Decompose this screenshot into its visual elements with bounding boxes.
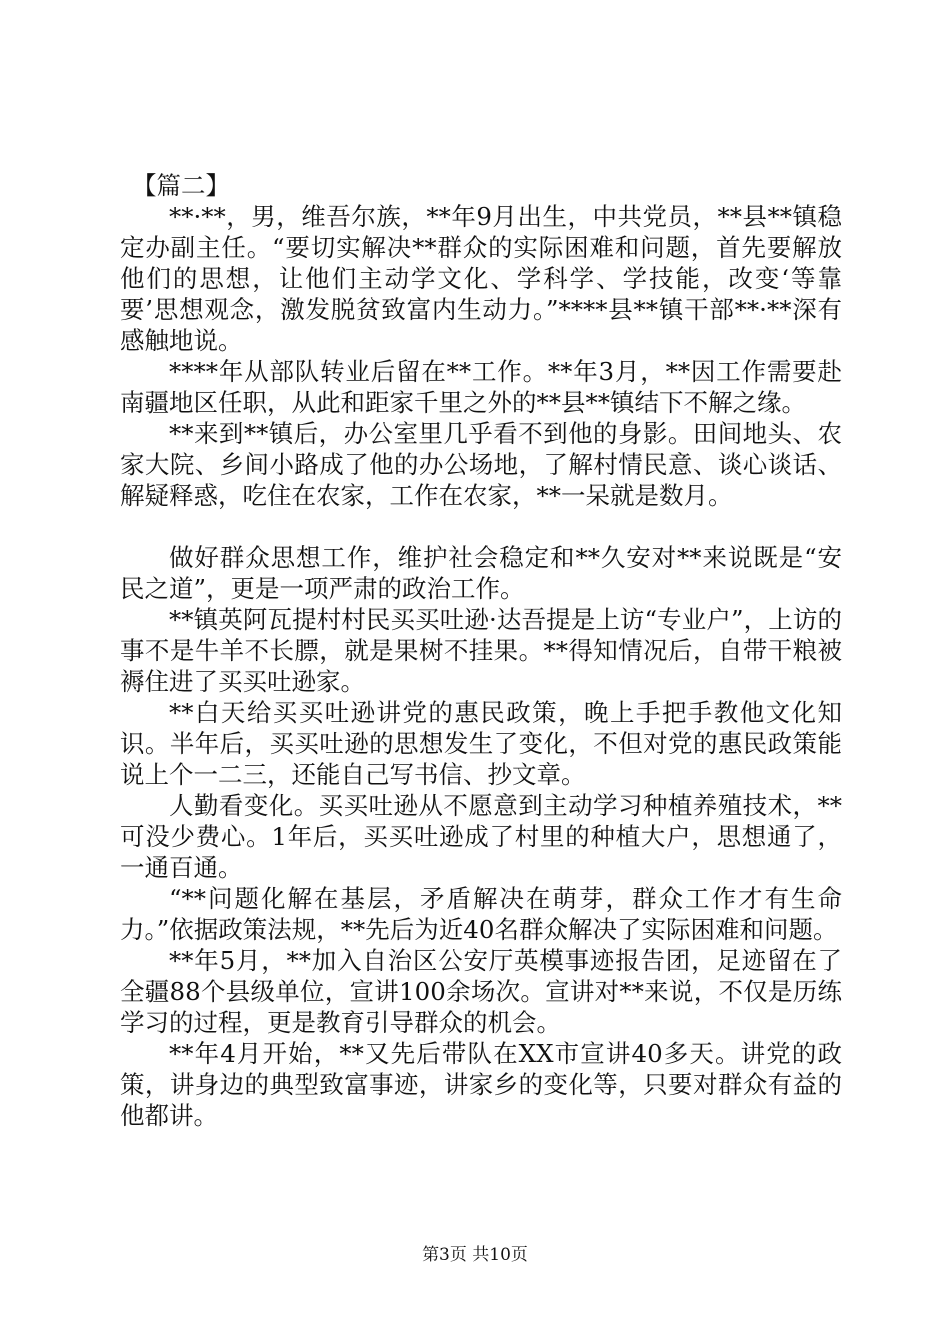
paragraph-7: 人勤看变化。买买吐逊从不愿意到主动学习种植养殖技术，**可没少费心。1年后，买买吐逊成了村里的种植大户，思想通了，一通百通。 xyxy=(120,791,842,882)
paragraph-10: **年4月开始，**又先后带队在XX市宣讲40多天。讲党的政策，讲身边的典型致富事迹，讲家乡的变化等，只要对群众有益的他都讲。 xyxy=(120,1039,842,1130)
paragraph-9: **年5月，**加入自治区公安厅英模事迹报告团，足迹留在了全疆88个县级单位，宣讲100余场次。宣讲对**来说，不仅是历练学习的过程，更是教育引导群众的机会。 xyxy=(120,946,842,1037)
page-number-footer: 第3页 共10页 xyxy=(422,1245,528,1265)
paragraph-2: ****年从部队转业后留在**工作。**年3月，**因工作需要赴南疆地区任职，从此和距家千里之外的**县**镇结下不解之缘。 xyxy=(120,357,842,417)
paragraph-3: **来到**镇后，办公室里几乎看不到他的身影。田间地头、农家大院、乡间小路成了他的办公场地，了解村情民意、谈心谈话、解疑释惑，吃住在农家，工作在农家，**一呆就是数月。 xyxy=(120,419,842,510)
paragraph-gap xyxy=(120,511,842,542)
section-title: 【篇二】 xyxy=(132,171,230,200)
paragraph-1: **·**，男，维吾尔族，**年9月出生，中共党员，**县**镇稳定办副主任。“要切实解决**群众的实际困难和问题，首先要解放他们的思想，让他们主动学文化、学科学、学技能，改变‘等靠要’思想观念，激发脱贫致富内生动力。”****县**镇干部**·**深有感触地说。 xyxy=(120,202,842,355)
document-body xyxy=(120,170,842,1131)
paragraph-6: **白天给买买吐逊讲党的惠民政策，晚上手把手教他文化知识。半年后，买买吐逊的思想发生了变化，不但对党的惠民政策能说上个一二三，还能自己写书信、抄文章。 xyxy=(120,698,842,789)
paragraph-4: 做好群众思想工作，维护社会稳定和**久安对**来说既是“安民之道”，更是一项严肃的政治工作。 xyxy=(120,543,842,603)
paragraph-5: **镇英阿瓦提村村民买买吐逊·达吾提是上访“专业户”，上访的事不是牛羊不长膘，就是果树不挂果。**得知情况后，自带干粮被褥住进了买买吐逊家。 xyxy=(120,605,842,696)
paragraph-8: “**问题化解在基层，矛盾解决在萌芽，群众工作才有生命力。”依据政策法规，**先后为近40名群众解决了实际困难和问题。 xyxy=(120,884,842,944)
